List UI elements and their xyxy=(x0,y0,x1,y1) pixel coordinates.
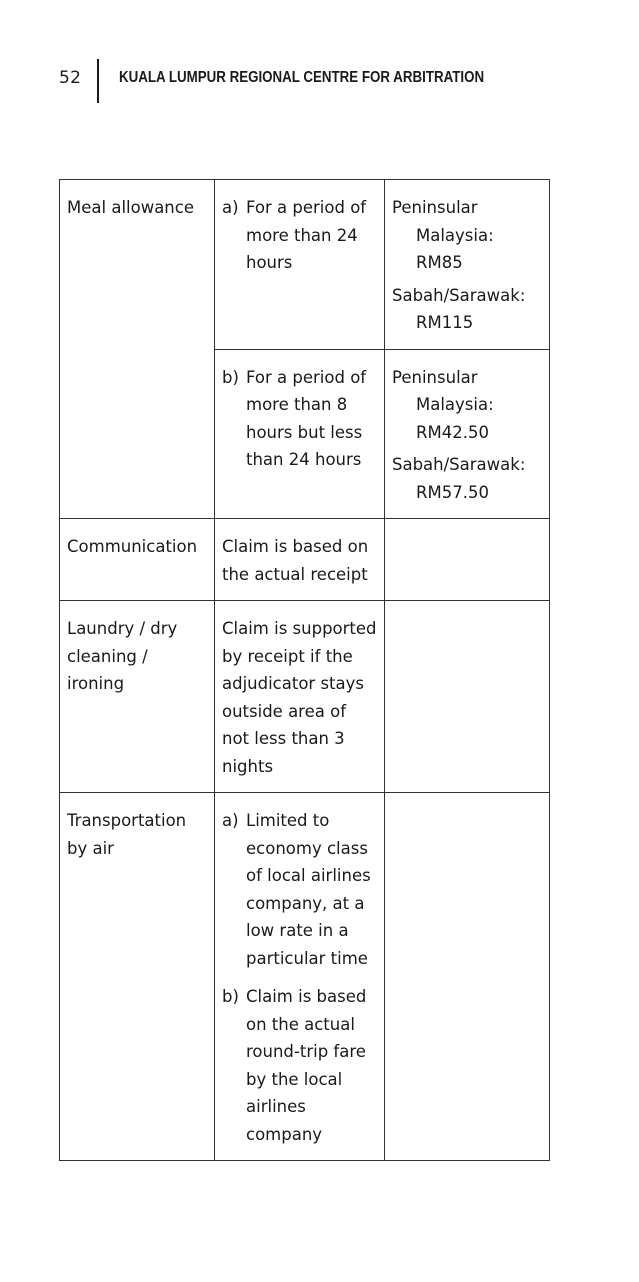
rate-cell xyxy=(385,180,550,350)
table-row xyxy=(60,601,550,793)
condition-cell xyxy=(215,180,385,350)
condition-item xyxy=(222,194,378,277)
rate-sabah-sarawak: Sabah/Sarawak: RM115 xyxy=(392,285,526,332)
condition-cell xyxy=(215,793,385,1161)
rate-sabah-sarawak: Sabah/Sarawak: RM57.50 xyxy=(392,455,526,502)
condition-text: For a period of more than 8 hours but less than 24 hours xyxy=(246,367,367,469)
item-marker: a) xyxy=(222,811,239,830)
condition-text: Limited to economy class of local airlines company, at a low rate in a particular time xyxy=(246,811,371,968)
condition-item xyxy=(222,807,378,972)
running-header-title: KUALA LUMPUR REGIONAL CENTRE FOR ARBITRATION xyxy=(119,69,485,86)
item-label: Meal allowance xyxy=(60,180,215,519)
condition-text: Claim is based on the actual round-trip fare by the local airlines company xyxy=(246,987,367,1144)
page-header xyxy=(0,0,639,110)
item-label: Communication xyxy=(60,519,215,601)
page-number: 52 xyxy=(59,68,82,88)
rate-cell xyxy=(385,349,550,519)
item-label: Transportation by air xyxy=(60,793,215,1161)
condition-item xyxy=(222,983,378,1148)
rate-cell xyxy=(385,793,550,1161)
item-marker: a) xyxy=(222,198,239,217)
rate-cell xyxy=(385,601,550,793)
table-row xyxy=(60,793,550,1161)
rate-peninsular: Peninsular Malaysia: RM42.50 xyxy=(392,367,494,442)
condition-text: For a period of more than 24 hours xyxy=(246,198,367,272)
condition-text: Claim is based on the actual receipt xyxy=(215,519,385,601)
table-row xyxy=(60,180,550,350)
allowance-table xyxy=(59,179,550,1161)
condition-item xyxy=(222,364,378,474)
header-divider xyxy=(97,59,99,103)
condition-text: Claim is supported by receipt if the adjudicator stays outside area of not less than 3 nights xyxy=(215,601,385,793)
rate-peninsular: Peninsular Malaysia: RM85 xyxy=(392,198,494,272)
rate-cell xyxy=(385,519,550,601)
item-marker: b) xyxy=(222,367,239,387)
condition-cell xyxy=(215,349,385,519)
item-marker: b) xyxy=(222,987,239,1006)
table-row xyxy=(60,519,550,601)
item-label: Laundry / dry cleaning / ironing xyxy=(60,601,215,793)
